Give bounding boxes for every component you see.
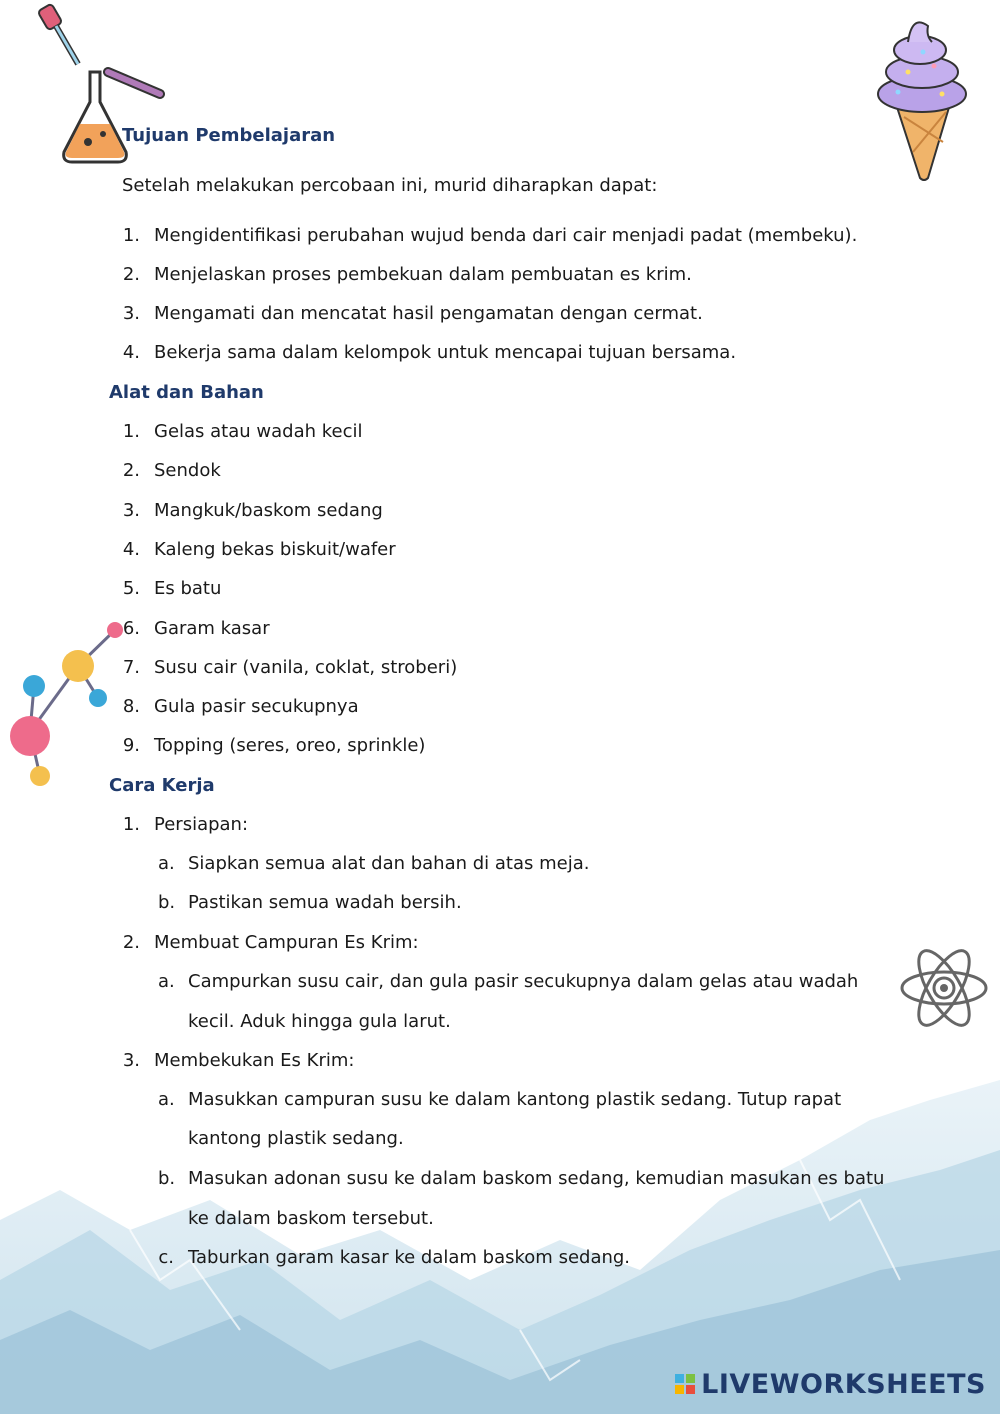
item-number: 7. [122,657,140,678]
sub-step-letter: a. [158,1089,175,1110]
step-number: 2. [122,932,140,953]
item-text: Sendok [154,460,221,481]
ice-cream-icon [868,12,972,182]
sub-step-text-cont: ke dalam baskom tersebut. [188,1208,434,1229]
sub-step-text: Siapkan semua alat dan bahan di atas meja. [188,853,590,874]
step-text: Membuat Campuran Es Krim: [154,932,419,953]
sub-step-text: Pastikan semua wadah bersih. [188,892,462,913]
step-text: Membekukan Es Krim: [154,1050,355,1071]
section-title-tujuan: Tujuan Pembelajaran [122,125,336,146]
item-text: Topping (seres, oreo, sprinkle) [154,735,426,756]
sub-step-text: Masukkan campuran susu ke dalam kantong plastik sedang. Tutup rapat [188,1089,842,1110]
item-number: 6. [122,618,140,639]
sub-step-letter: a. [158,853,175,874]
item-number: 3. [122,500,140,521]
item-text: Menjelaskan proses pembekuan dalam pembuatan es krim. [154,264,692,285]
section-title-cara: Cara Kerja [109,775,215,796]
item-number: 4. [122,342,140,363]
sub-step-text-cont: kecil. Aduk hingga gula larut. [188,1011,451,1032]
molecule-icon [0,620,130,800]
liveworksheets-logo-icon [675,1374,697,1396]
liveworksheets-brand-text: LIVEWORKSHEETS [701,1369,986,1400]
sub-step-text: Taburkan garam kasar ke dalam baskom sedang. [188,1247,631,1268]
item-text: Susu cair (vanila, coklat, stroberi) [154,657,458,678]
item-number: 9. [122,735,140,756]
sub-step-letter: c. [158,1247,174,1268]
item-text: Kaleng bekas biskuit/wafer [154,539,396,560]
sub-step-letter: b. [158,1168,176,1189]
item-text: Gula pasir secukupnya [154,696,359,717]
item-number: 1. [122,225,140,246]
sub-step-letter: b. [158,892,176,913]
lab-flask-icon [28,2,168,172]
item-text: Es batu [154,578,222,599]
item-text: Bekerja sama dalam kelompok untuk mencapai tujuan bersama. [154,342,737,363]
item-number: 3. [122,303,140,324]
item-number: 2. [122,460,140,481]
step-text: Persiapan: [154,814,249,835]
item-text: Garam kasar [154,618,270,639]
step-number: 1. [122,814,140,835]
item-text: Mangkuk/baskom sedang [154,500,383,521]
item-text: Mengamati dan mencatat hasil pengamatan dengan cermat. [154,303,703,324]
liveworksheets-logo[interactable] [675,1369,986,1400]
item-number: 4. [122,539,140,560]
item-number: 1. [122,421,140,442]
step-number: 3. [122,1050,140,1071]
item-number: 2. [122,264,140,285]
sub-step-text: Masukan adonan susu ke dalam baskom sedang, kemudian masukan es batu [188,1168,885,1189]
item-number: 8. [122,696,140,717]
sub-step-text-cont: kantong plastik sedang. [188,1128,404,1149]
atom-icon [898,942,990,1034]
item-number: 5. [122,578,140,599]
item-text: Mengidentifikasi perubahan wujud benda dari cair menjadi padat (membeku). [154,225,858,246]
intro-text: Setelah melakukan percobaan ini, murid diharapkan dapat: [122,175,658,196]
item-text: Gelas atau wadah kecil [154,421,363,442]
sub-step-text: Campurkan susu cair, dan gula pasir secukupnya dalam gelas atau wadah [188,971,859,992]
sub-step-letter: a. [158,971,175,992]
section-title-alat: Alat dan Bahan [109,382,264,403]
